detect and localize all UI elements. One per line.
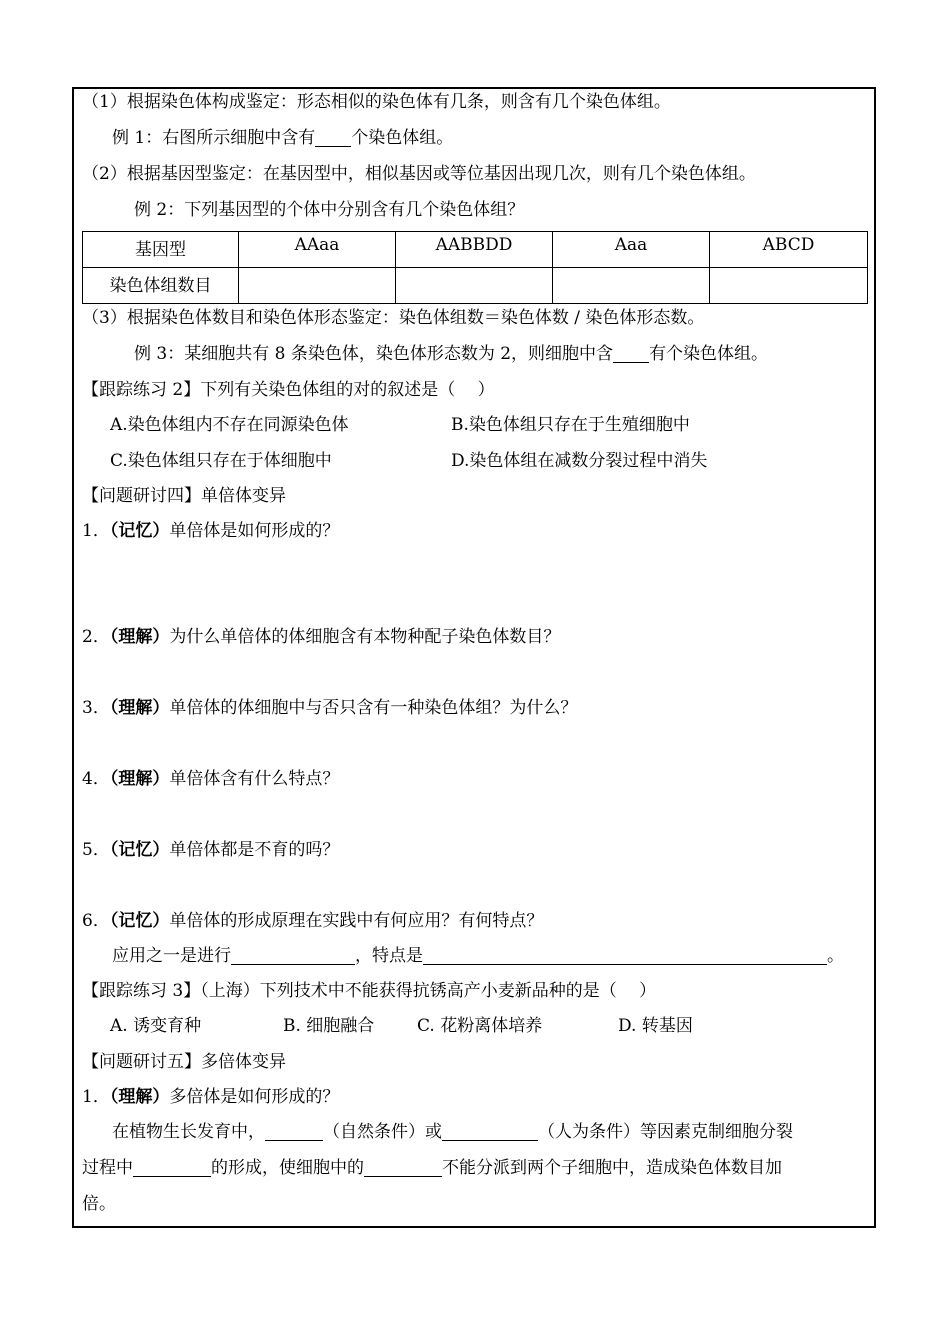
practice-2-option-a[interactable]: A.染色体组内不存在同源染色体 bbox=[110, 415, 349, 435]
table-header-cell: AABBDD bbox=[396, 232, 553, 268]
topic-4-question-3: 3．（理解）单倍体的体细胞中与否只含有一种染色体组？为什么？ bbox=[82, 698, 578, 718]
application-blank[interactable] bbox=[231, 946, 355, 965]
polyploid-para-line-1: 在植物生长发育中， （自然条件）或 （人为条件）等因素克制细胞分裂 bbox=[112, 1122, 793, 1142]
example-3-blank[interactable] bbox=[613, 344, 649, 363]
example-3 bbox=[134, 342, 768, 366]
topic-4-title: 【问题研讨四】单倍体变异 bbox=[82, 486, 286, 506]
topic-5-title: 【问题研讨五】多倍体变异 bbox=[82, 1052, 286, 1072]
example-1-prefix: 例 1：右图所示细胞中含有 bbox=[112, 128, 316, 148]
table-header-cell: AAaa bbox=[239, 232, 396, 268]
table-header-cell: Aaa bbox=[553, 232, 710, 268]
topic-4-question-5: 5．（记忆）单倍体都是不育的吗？ bbox=[82, 840, 340, 860]
practice-3-title: 【跟踪练习 3】（上海）下列技术中不能获得抗锈高产小麦新品种的是（ ） bbox=[82, 981, 657, 1001]
feature-blank[interactable] bbox=[423, 946, 827, 965]
method-2-text: （2）根据基因型鉴定：在基因型中，相似基因或等位基因出现几次，则有几个染色体组。 bbox=[82, 164, 756, 184]
practice-2-option-c[interactable]: C.染色体组只存在于体细胞中 bbox=[110, 451, 332, 471]
formation-blank[interactable] bbox=[133, 1158, 211, 1177]
table-row-label: 染色体组数目 bbox=[83, 268, 239, 304]
natural-condition-blank[interactable] bbox=[265, 1122, 323, 1141]
practice-2-title: 【跟踪练习 2】下列有关染色体组的对的叙述是（ ） bbox=[82, 380, 495, 400]
example-1 bbox=[112, 126, 453, 150]
example-3-suffix: 有个染色体组。 bbox=[649, 344, 769, 364]
table-answer-cell[interactable] bbox=[710, 268, 868, 304]
practice-2-option-d[interactable]: D.染色体组在减数分裂过程中消失 bbox=[451, 451, 708, 471]
practice-3-option-d[interactable]: D. 转基因 bbox=[618, 1016, 693, 1036]
table-row bbox=[83, 232, 868, 268]
table-answer-cell[interactable] bbox=[553, 268, 710, 304]
application-line: 应用之一是进行 ，特点是 。 bbox=[112, 946, 844, 966]
example-1-suffix: 个染色体组。 bbox=[351, 128, 454, 148]
topic-4-question-1: 1．（记忆）单倍体是如何形成的？ bbox=[82, 521, 340, 541]
chromosome-blank[interactable] bbox=[364, 1158, 442, 1177]
table-header-cell: 基因型 bbox=[83, 232, 239, 268]
genotype-table bbox=[82, 231, 868, 304]
table-answer-cell[interactable] bbox=[239, 268, 396, 304]
artificial-condition-blank[interactable] bbox=[442, 1122, 538, 1141]
table-answer-cell[interactable] bbox=[396, 268, 553, 304]
practice-2-option-b[interactable]: B.染色体组只存在于生殖细胞中 bbox=[451, 415, 690, 435]
table-header-cell: ABCD bbox=[710, 232, 868, 268]
example-2: 例 2：下列基因型的个体中分别含有几个染色体组？ bbox=[134, 200, 525, 220]
topic-4-question-2: 2．（理解）为什么单倍体的体细胞含有本物种配子染色体数目？ bbox=[82, 627, 561, 647]
example-1-blank[interactable] bbox=[315, 128, 351, 147]
method-3-text: （3）根据染色体数目和染色体形态鉴定：染色体组数＝染色体数 / 染色体形态数。 bbox=[82, 308, 705, 328]
practice-3-option-a[interactable]: A. 诱变育种 bbox=[110, 1016, 202, 1036]
polyploid-para-line-3: 倍。 bbox=[82, 1194, 116, 1214]
polyploid-para-line-2: 过程中 的形成，使细胞中的 不能分派到两个子细胞中，造成染色体数目加 bbox=[82, 1158, 782, 1178]
practice-3-option-c[interactable]: C. 花粉离体培养 bbox=[417, 1016, 543, 1036]
topic-4-question-4: 4．（理解）单倍体含有什么特点？ bbox=[82, 769, 340, 789]
table-row bbox=[83, 268, 868, 304]
example-3-prefix: 例 3：某细胞共有 8 条染色体，染色体形态数为 2，则细胞中含 bbox=[134, 344, 614, 364]
method-1-text: （1）根据染色体构成鉴定：形态相似的染色体有几条，则含有几个染色体组。 bbox=[82, 92, 671, 112]
topic-5-question-1: 1．（理解）多倍体是如何形成的？ bbox=[82, 1087, 340, 1107]
topic-4-question-6: 6．（记忆）单倍体的形成原理在实践中有何应用？有何特点？ bbox=[82, 911, 544, 931]
practice-3-option-b[interactable]: B. 细胞融合 bbox=[283, 1016, 375, 1036]
